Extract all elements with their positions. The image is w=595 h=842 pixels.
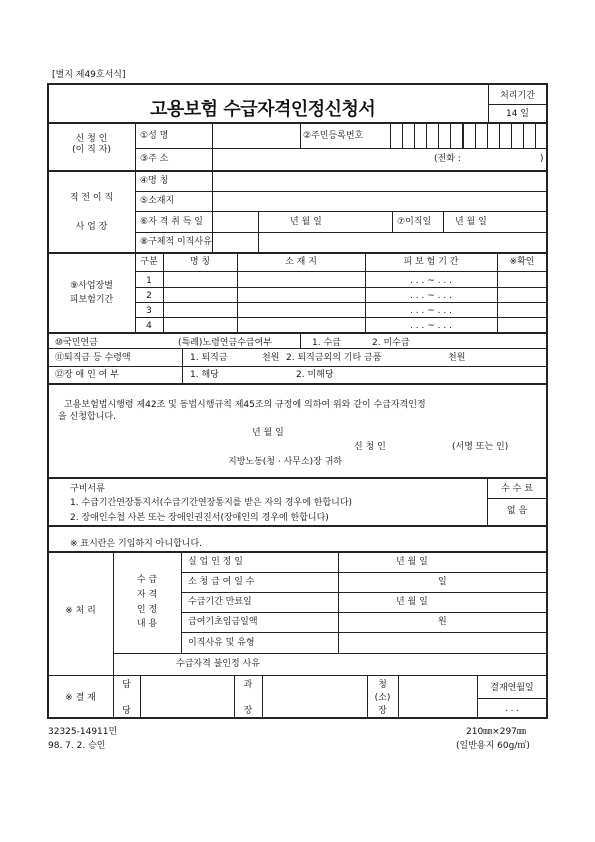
form-title: 고용보험 수급자격인정신청서 xyxy=(150,99,376,120)
declaration-line-2: 을 신청합니다. xyxy=(58,412,116,422)
declaration-date[interactable]: 년 월 일 xyxy=(252,428,284,438)
insured-period-label-2: 피보험기간 xyxy=(69,295,114,305)
approval-date-field[interactable]: . . . xyxy=(504,704,520,714)
table-row: 1 xyxy=(146,276,152,286)
prev-employer-label-2: 사 업 장 xyxy=(75,222,108,232)
disabled-option-yes[interactable]: 1. 해당 xyxy=(190,370,219,380)
benefit-days-label: 소 청 급 여 일 수 xyxy=(188,577,255,587)
approval-chief-2: 장 xyxy=(243,706,253,716)
footer-code: 32325-14911민 xyxy=(48,727,118,737)
prev-employer-label-1: 직 전 이 직 xyxy=(69,193,114,203)
fee-value: 없 음 xyxy=(506,506,528,516)
disabled-option-no[interactable]: 2. 미해당 xyxy=(296,370,334,380)
rejection-reason-label: 수급자격 불인정 사유 xyxy=(176,659,260,669)
period-field[interactable]: . . . ~ . . . xyxy=(410,291,452,301)
rrn-digit-divider xyxy=(426,123,427,148)
footer-paper: (일반용지 60g/㎡) xyxy=(456,741,530,751)
rrn-digit-divider xyxy=(499,123,500,148)
rrn-digit-divider xyxy=(438,123,439,148)
benefit-expiry-label: 수급기간 만료일 xyxy=(188,597,252,607)
rrn-digit-divider xyxy=(462,123,464,148)
leave-type-label: 이직사유 및 유형 xyxy=(188,638,255,648)
pension-label: ⑩국민연금 xyxy=(55,338,98,348)
name-label: ①성 명 xyxy=(140,131,169,141)
approval-date-label: 결재연월일 xyxy=(490,683,534,693)
pension-option-receive[interactable]: 1. 수급 xyxy=(312,338,341,348)
form-number: [별지 제49호서식] xyxy=(52,70,126,80)
phone-label: (전화 : xyxy=(434,154,461,164)
signature-field[interactable]: (서명 또는 인) xyxy=(452,442,509,452)
approval-label: ※ 결 재 xyxy=(65,693,96,703)
address-field[interactable] xyxy=(214,150,430,168)
approval-chief-1: 과 xyxy=(243,680,253,690)
declaration-applicant: 신 청 인 xyxy=(354,442,386,452)
processing-period-label: 처리기간 xyxy=(500,91,535,101)
table-row: 2 xyxy=(146,291,152,301)
left-date-label: ⑦이직일 xyxy=(397,217,432,227)
retire-option-1[interactable]: 1. 퇴직금 xyxy=(190,353,228,363)
col-header-type: 구분 xyxy=(140,257,158,267)
rrn-digit-divider xyxy=(402,123,403,148)
footer-approved: 98. 7. 2. 승인 xyxy=(48,741,106,751)
note-text: ※ 표시란은 기입하지 아니합니다. xyxy=(70,539,203,549)
table-row: 3 xyxy=(146,306,152,316)
name-field[interactable] xyxy=(214,125,298,146)
pension-special-label: (특례)노령연금수급여부 xyxy=(178,338,272,348)
pension-option-not-receive[interactable]: 2. 미수급 xyxy=(372,338,410,348)
col-header-location: 소 재 지 xyxy=(285,257,317,267)
processing-period-value: 14 일 xyxy=(505,109,529,119)
processing-label: ※ 처 리 xyxy=(65,606,96,616)
col-header-confirm: ※확인 xyxy=(509,257,535,267)
retire-option-2[interactable]: 2. 퇴직금외의 기타 금품 xyxy=(286,353,382,363)
rrn-digit-divider xyxy=(523,123,524,148)
approval-head-1: 청 xyxy=(378,680,387,690)
col-header-name: 명 칭 xyxy=(189,257,211,267)
benefit-expiry-value[interactable]: 년 월 일 xyxy=(396,597,428,607)
applicant-section-label: 신 청 인 (이 직 자) xyxy=(72,134,111,155)
rrn-digit-divider xyxy=(511,123,512,148)
declaration-line-1: 고용보험법시행령 제42조 및 동법시행규칙 제45조의 규정에 의하여 위와 같이 수급자격인정 xyxy=(64,400,426,410)
rrn-digit-divider xyxy=(450,123,451,148)
unemployment-date-label: 실 업 인 정 일 xyxy=(188,557,243,567)
fee-label: 수 수 료 xyxy=(501,484,533,494)
employer-name-label: ④명 칭 xyxy=(140,176,169,186)
disabled-label: ⑫장 애 인 여 부 xyxy=(55,370,119,380)
unemployment-date-value[interactable]: 년 월 일 xyxy=(396,557,428,567)
rrn-label: ②주민등록번호 xyxy=(303,131,364,141)
footer-size: 210㎜×297㎜ xyxy=(466,727,526,737)
documents-item-2: 2. 장애인수첩 사본 또는 장애인권진서(장애인의 경우에 한합니다) xyxy=(70,513,329,523)
address-label: ③주 소 xyxy=(140,154,169,164)
retire-unit-2: 천원 xyxy=(448,353,466,363)
retire-pay-label: ⑪퇴직금 등 수령액 xyxy=(55,353,131,363)
acquired-date-label: ⑥자 격 취 득 일 xyxy=(140,217,203,227)
documents-title: 구비서류 xyxy=(70,484,105,494)
approval-head-2: (소) xyxy=(374,693,391,703)
processing-sub-3: 인 정 xyxy=(136,605,158,615)
period-field[interactable]: . . . ~ . . . xyxy=(410,276,452,286)
period-field[interactable]: . . . ~ . . . xyxy=(410,306,452,316)
acquired-date-field[interactable]: 년 월 일 xyxy=(290,217,322,227)
col-header-period: 피 보 험 기 간 xyxy=(403,257,459,267)
leave-reason-label: ⑧구체적 이직사유 xyxy=(140,237,212,247)
table-row: 4 xyxy=(146,321,152,331)
retire-unit-1: 천원 xyxy=(262,353,280,363)
insured-period-label-1: ⑨사업장별 xyxy=(70,281,113,291)
documents-item-1: 1. 수급기간연장통지서(수급기간연장통지를 받은 자의 경우에 한합니다) xyxy=(70,498,353,508)
period-field[interactable]: . . . ~ . . . xyxy=(410,321,452,331)
base-wage-value[interactable]: 원 xyxy=(438,617,447,627)
base-wage-label: 급여기초임금일액 xyxy=(188,617,258,627)
phone-close: ) xyxy=(540,154,544,164)
rrn-digit-divider xyxy=(475,123,476,148)
approval-staff-2: 당 xyxy=(122,706,131,716)
rrn-digit-divider xyxy=(414,123,415,148)
processing-sub-2: 자 격 xyxy=(136,590,158,600)
approval-head-3: 장 xyxy=(378,706,387,716)
rrn-digit-divider xyxy=(487,123,488,148)
employer-location-label: ⑤소재지 xyxy=(140,196,175,206)
processing-sub-1: 수 급 xyxy=(136,575,158,585)
benefit-days-value[interactable]: 일 xyxy=(438,577,447,587)
left-date-field[interactable]: 년 월 일 xyxy=(455,217,487,227)
approval-staff-1: 담 xyxy=(122,680,131,690)
rrn-digit-divider xyxy=(535,123,536,148)
processing-sub-4: 내 용 xyxy=(136,619,158,629)
declaration-recipient: 지방노동(청 · 사무소)장 귀하 xyxy=(228,457,343,467)
